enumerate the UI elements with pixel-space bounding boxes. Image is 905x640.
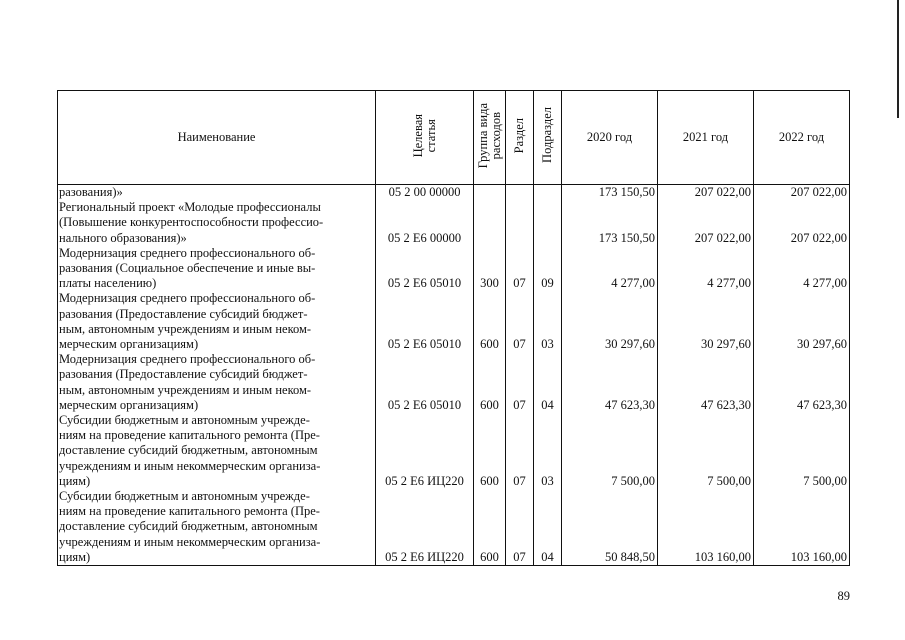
row-2020-cell: 30 297,60 — [562, 291, 658, 352]
row-group-cell — [474, 200, 506, 246]
row-2021-cell: 207 022,00 — [658, 185, 754, 201]
row-name-cell — [58, 185, 376, 201]
table-body — [58, 185, 850, 566]
row-group-cell: 300 — [474, 246, 506, 292]
row-name-line: доставление субсидий бюджетным, автономным — [59, 519, 318, 534]
row-name-cell — [58, 489, 376, 566]
table-row — [58, 185, 850, 201]
header-year-2022-text: 2022 год — [778, 129, 825, 144]
row-2020-cell: 173 150,50 — [562, 185, 658, 201]
row-2021-cell: 103 160,00 — [658, 489, 754, 566]
header-target-article — [376, 91, 474, 185]
row-group-cell: 600 — [474, 413, 506, 489]
row-2022-cell: 47 623,30 — [754, 352, 850, 413]
row-2022-cell: 7 500,00 — [754, 413, 850, 489]
table-row — [58, 489, 850, 566]
header-year-2021 — [658, 91, 754, 185]
margin-rule — [897, 0, 899, 118]
row-name-line: Региональный проект «Молодые профессионалы — [59, 200, 321, 215]
header-section-text: Раздел — [512, 117, 526, 154]
row-name-line: Субсидии бюджетным и автономным учрежде- — [59, 489, 310, 504]
header-subsection-text: Подраздел — [540, 107, 554, 164]
row-name-line: Модернизация среднего профессионального об- — [59, 245, 316, 260]
budget-table — [57, 90, 850, 566]
row-2021-cell: 30 297,60 — [658, 291, 754, 352]
row-2021-cell: 47 623,30 — [658, 352, 754, 413]
row-name-line: ниям на проведение капитального ремонта (Пре- — [59, 428, 320, 443]
row-name-line: разования (Социальное обеспечение и иные вы- — [59, 261, 316, 276]
table-row — [58, 413, 850, 489]
header-name — [58, 91, 376, 185]
row-code-cell: 05 2 Е6 05010 — [376, 246, 474, 292]
row-subsection-cell: 09 — [534, 246, 562, 292]
header-target-article-text: Целевая статья — [410, 113, 438, 158]
row-name-line: ниям на проведение капитального ремонта (Пре- — [59, 504, 320, 519]
row-section-cell: 07 — [506, 291, 534, 352]
table-row — [58, 352, 850, 413]
row-section-cell — [506, 185, 534, 201]
row-2022-cell: 30 297,60 — [754, 291, 850, 352]
row-2022-cell: 207 022,00 — [754, 200, 850, 246]
row-subsection-cell: 03 — [534, 413, 562, 489]
row-2021-cell: 7 500,00 — [658, 413, 754, 489]
row-section-cell: 07 — [506, 489, 534, 566]
row-name-cell — [58, 413, 376, 489]
row-2020-cell: 47 623,30 — [562, 352, 658, 413]
header-year-2022 — [754, 91, 850, 185]
row-subsection-cell — [534, 200, 562, 246]
row-2021-cell: 207 022,00 — [658, 200, 754, 246]
row-2022-cell: 207 022,00 — [754, 185, 850, 201]
row-subsection-cell: 04 — [534, 352, 562, 413]
row-code-cell: 05 2 Е6 ИЦ220 — [376, 489, 474, 566]
table-row — [58, 200, 850, 246]
row-section-cell: 07 — [506, 352, 534, 413]
row-code-cell: 05 2 00 00000 — [376, 185, 474, 201]
row-subsection-cell: 03 — [534, 291, 562, 352]
row-2020-cell: 173 150,50 — [562, 200, 658, 246]
row-section-cell: 07 — [506, 413, 534, 489]
row-name-line: доставление субсидий бюджетным, автономным — [59, 443, 318, 458]
row-2022-cell: 4 277,00 — [754, 246, 850, 292]
row-subsection-cell — [534, 185, 562, 201]
row-name-line: мерческим организациям) — [59, 397, 199, 412]
row-name-cell — [58, 200, 376, 246]
row-group-cell — [474, 185, 506, 201]
row-2021-cell: 4 277,00 — [658, 246, 754, 292]
row-name-line: платы населению) — [59, 276, 157, 291]
row-code-cell: 05 2 Е6 05010 — [376, 352, 474, 413]
row-name-line: Субсидии бюджетным и автономным учрежде- — [59, 413, 310, 428]
table-row — [58, 291, 850, 352]
row-2020-cell: 50 848,50 — [562, 489, 658, 566]
row-group-cell: 600 — [474, 352, 506, 413]
row-group-cell: 600 — [474, 489, 506, 566]
header-name-text: Наименование — [177, 129, 256, 144]
header-year-2021-text: 2021 год — [682, 129, 729, 144]
row-name-line: циям) — [59, 549, 91, 564]
header-year-2020 — [562, 91, 658, 185]
row-name-line: нального образования)» — [59, 230, 187, 245]
row-group-cell: 600 — [474, 291, 506, 352]
row-name-cell — [58, 246, 376, 292]
row-name-line: ным, автономным учреждениям и иным неком- — [59, 321, 312, 336]
row-code-cell: 05 2 Е6 00000 — [376, 200, 474, 246]
row-name-cell — [58, 352, 376, 413]
table-header — [58, 91, 850, 185]
row-2020-cell: 7 500,00 — [562, 413, 658, 489]
page-number: 89 — [837, 589, 850, 603]
row-name-line: учреждениям и иным некоммерческим организа- — [59, 534, 321, 549]
row-name-line: разования)» — [59, 185, 123, 199]
row-code-cell: 05 2 Е6 ИЦ220 — [376, 413, 474, 489]
header-expense-group — [474, 91, 506, 185]
row-name-line: Модернизация среднего профессионального об- — [59, 352, 316, 367]
table-row — [58, 246, 850, 292]
row-section-cell — [506, 200, 534, 246]
row-code-cell: 05 2 Е6 05010 — [376, 291, 474, 352]
row-2022-cell: 103 160,00 — [754, 489, 850, 566]
row-name-line: учреждениям и иным некоммерческим организа- — [59, 458, 321, 473]
row-2020-cell: 4 277,00 — [562, 246, 658, 292]
header-subsection — [534, 91, 562, 185]
row-name-cell — [58, 291, 376, 352]
row-name-line: (Повышение конкурентоспособности профессио- — [59, 215, 324, 230]
row-name-line: Модернизация среднего профессионального об- — [59, 291, 316, 306]
header-row — [58, 91, 850, 185]
row-section-cell: 07 — [506, 246, 534, 292]
row-name-line: разования (Предоставление субсидий бюджет- — [59, 306, 308, 321]
row-name-line: мерческим организациям) — [59, 337, 199, 352]
header-expense-group-text: Группа вида расходов — [475, 102, 503, 169]
header-year-2020-text: 2020 год — [586, 129, 633, 144]
row-name-line: циям) — [59, 473, 91, 488]
row-name-line: ным, автономным учреждениям и иным неком- — [59, 382, 312, 397]
row-subsection-cell: 04 — [534, 489, 562, 566]
row-name-line: разования (Предоставление субсидий бюджет- — [59, 367, 308, 382]
header-section — [506, 91, 534, 185]
